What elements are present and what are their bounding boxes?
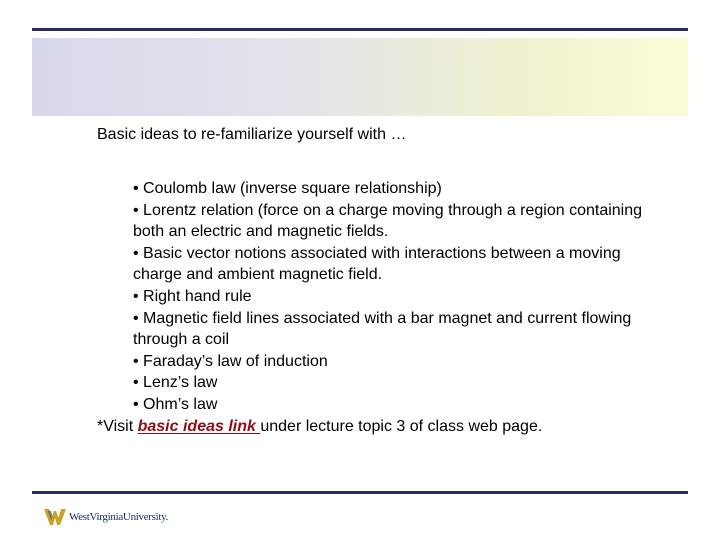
bullet-list (133, 178, 643, 416)
visit-note (97, 416, 542, 438)
bullet-item: • Ohm’s law (133, 395, 218, 413)
wvu-logo (44, 505, 168, 529)
top-divider (32, 28, 688, 31)
bullet-item: • Lorentz relation (force on a charge moving through a region containing both an electric and magnetic fields. (133, 201, 643, 241)
title-band (32, 38, 688, 116)
bullet-item: • Magnetic field lines associated with a bar magnet and current flowing through a coil (133, 309, 632, 349)
bullet-item: • Right hand rule (133, 287, 252, 305)
bullet-item: • Coulomb law (inverse square relationship) (133, 180, 442, 197)
bullet-item: • Basic vector notions associated with interactions between a moving charge and ambient magnetic field. (133, 244, 621, 284)
bullet-item: • Faraday’s law of induction (133, 352, 328, 370)
visit-suffix: under lecture topic 3 of class web page. (260, 418, 543, 435)
flying-wv-icon (44, 508, 66, 526)
basic-ideas-link[interactable]: basic ideas link (137, 418, 261, 435)
bottom-divider (32, 491, 688, 494)
visit-prefix: *Visit (97, 418, 138, 435)
bullet-item: • Lenz’s law (133, 374, 218, 392)
logo-wordmark: WestVirginiaUniversity. (69, 511, 169, 523)
slide-heading: Basic ideas to re-familiarize yourself with … (97, 126, 407, 143)
